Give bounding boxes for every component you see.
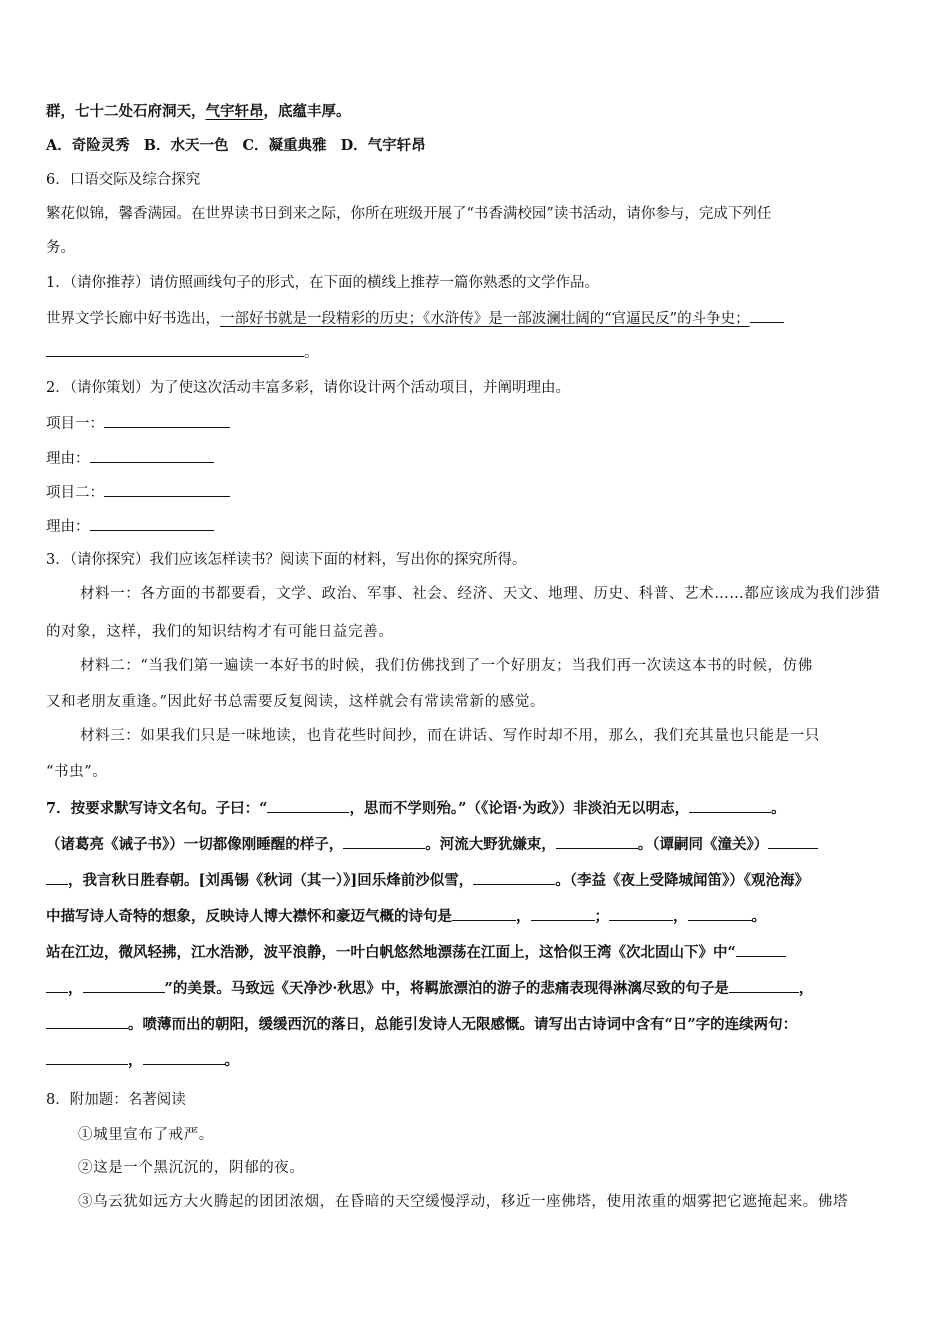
- q6-reason1: [46, 448, 908, 469]
- q5-tail-end: ，底蕴丰厚。: [263, 103, 351, 120]
- q6-sub3-title: 3．（请你探究）我们应该怎样读书？阅读下面的材料，写出你的探究所得。: [46, 552, 527, 568]
- q5-option-c: C．凝重典雅: [242, 137, 327, 154]
- q7-l4b: ，: [516, 908, 531, 925]
- q5-option-d: D．气宇轩昂: [340, 137, 426, 154]
- q7-line1: [46, 798, 908, 819]
- q7-line2: [46, 834, 908, 855]
- answer-blank[interactable]: [104, 413, 230, 428]
- q6-item1: [46, 413, 908, 434]
- answer-blank[interactable]: [104, 482, 230, 497]
- q7-line7: [46, 1014, 908, 1035]
- material3-line1: 材料三：如果我们只是一味地读，也肯花些时间抄，而在讲话、写作时却不用，那么，我们充其量也只能是一只: [80, 728, 820, 744]
- q7-l6a: ，: [68, 980, 83, 997]
- material3-line2: “书虫”。: [46, 764, 108, 780]
- q7-l3b: 。（李益《夜上受降城闻笛》）《观沧海》: [555, 872, 809, 889]
- q7-line6: [46, 978, 908, 999]
- reason2-label: 理由：: [46, 519, 90, 535]
- q7-l2a: （诸葛亮《诫子书》）一切都像刚睡醒的样子，: [46, 836, 344, 853]
- q5-option-b: B．水天一色: [143, 137, 229, 154]
- q6-reason2: [46, 516, 908, 537]
- q7-l8b: 。: [224, 1052, 239, 1069]
- q7-l1b: ，思而不学则殆。”（《论语·为政》）非淡泊无以明志，: [349, 800, 690, 817]
- q6-sub1-blank-line: [46, 342, 908, 363]
- material1-line1: 材料一：各方面的书都要看，文学、政治、军事、社会、经济、天文、地理、历史、科普、艺术……都应该成为我们涉猎: [80, 586, 881, 602]
- q6-sub1-prefix: 世界文学长廊中好书选出，: [46, 311, 220, 327]
- answer-blank[interactable]: [46, 978, 68, 993]
- q7-l6c: ，: [798, 980, 814, 997]
- answer-blank[interactable]: [452, 906, 516, 921]
- q7-l4c: ；: [594, 908, 609, 925]
- q7-l4a: 中描写诗人奇特的想象，反映诗人博大襟怀和豪迈气概的诗句是: [46, 908, 452, 925]
- q7-l2b: 。河流大野犹嫌束，: [425, 836, 556, 853]
- q5-options: [46, 136, 908, 156]
- answer-blank[interactable]: [46, 1014, 128, 1029]
- q8-paragraph-3: ③乌云犹如远方大火腾起的团团浓烟，在昏暗的天空缓慢浮动，移近一座佛塔，使用浓重的烟雾把它遮掩起来。佛塔: [78, 1194, 849, 1210]
- answer-blank[interactable]: [46, 1050, 128, 1065]
- q6-intro-line2: 务。: [46, 240, 75, 256]
- q7-line8: [46, 1050, 908, 1071]
- q7-line3: [46, 870, 908, 891]
- q7-l3a: ，我言秋日胜春朝。[刘禹锡《秋词（其一）》]回乐烽前沙似雪，: [68, 872, 474, 889]
- q8-paragraph-2: ②这是一个黑沉沉的，阴郁的夜。: [78, 1160, 305, 1176]
- material1-line2: 的对象，这样，我们的知识结构才有可能日益完善。: [46, 624, 394, 640]
- answer-blank[interactable]: [46, 342, 304, 357]
- q6-sub1-title: 1．（请你推荐）请仿照画线句子的形式，在下面的横线上推荐一篇你熟悉的文学作品。: [46, 275, 599, 291]
- q6-item2: [46, 482, 908, 503]
- item2-label: 项目二：: [46, 485, 104, 501]
- q8-title: 8．附加题：名著阅读: [46, 1092, 186, 1108]
- q5-tail-line: [46, 102, 908, 122]
- q7-l8a: ，: [128, 1052, 143, 1069]
- answer-blank[interactable]: [729, 978, 799, 993]
- answer-blank[interactable]: [531, 906, 595, 921]
- q6-sub1-underlined: 一部好书就是一段精彩的历史；《水浒传》是一部波澜壮阔的“官逼民反”的斗争史；: [220, 311, 750, 327]
- q7-l1a: 7．按要求默写诗文名句。子曰：“: [46, 800, 268, 817]
- material2-line2: 又和老朋友重逢。”因此好书总需要反复阅读，这样就会有常读常新的感觉。: [46, 694, 546, 710]
- q5-option-a: A．奇险灵秀: [46, 137, 130, 154]
- answer-blank[interactable]: [688, 906, 752, 921]
- answer-blank[interactable]: [473, 870, 555, 885]
- q7-line5: [46, 942, 908, 963]
- answer-blank[interactable]: [46, 870, 68, 885]
- answer-blank[interactable]: [343, 834, 425, 849]
- answer-blank[interactable]: [768, 834, 818, 849]
- q7-l7a: 。喷薄而出的朝阳，缓缓西沉的落日，总能引发诗人无限感慨。请写出古诗词中含有“日”字的连续两句：: [128, 1016, 798, 1033]
- reason1-label: 理由：: [46, 451, 90, 467]
- q6-sub1-example: [46, 308, 908, 329]
- answer-blank[interactable]: [267, 798, 349, 813]
- answer-blank[interactable]: [90, 516, 214, 531]
- q7-l2c: 。（谭嗣同《潼关》）: [637, 836, 769, 853]
- q6-sub2-title: 2．（请你策划）为了使这次活动丰富多彩，请你设计两个活动项目，并阐明理由。: [46, 380, 570, 396]
- q7-l1c: 。: [771, 800, 786, 817]
- q8-paragraph-1: ①城里宣布了戒严。: [78, 1127, 214, 1143]
- answer-blank[interactable]: [83, 978, 165, 993]
- q6-title: 6．口语交际及综合探究: [46, 172, 201, 188]
- q6-sub1-end: 。: [304, 345, 319, 361]
- q7-line4: [46, 906, 908, 927]
- answer-blank[interactable]: [750, 308, 784, 323]
- answer-blank[interactable]: [556, 834, 638, 849]
- item1-label: 项目一：: [46, 416, 104, 432]
- material2-line1: 材料二：“当我们第一遍读一本好书的时候，我们仿佛找到了一个好朋友；当我们再一次读这本书的时候，仿佛: [80, 658, 813, 674]
- answer-blank[interactable]: [689, 798, 771, 813]
- answer-blank[interactable]: [609, 906, 673, 921]
- q7-l5a: 站在江边，微风轻拂，江水浩渺，波平浪静，一叶白帆悠然地漂荡在江面上，这恰似王湾《次北固山下》中“: [46, 944, 736, 961]
- answer-blank[interactable]: [736, 942, 786, 957]
- answer-blank[interactable]: [143, 1050, 225, 1065]
- q7-l4e: 。: [751, 908, 766, 925]
- answer-blank[interactable]: [90, 448, 214, 463]
- q6-intro-line1: 繁花似锦，馨香满园。在世界读书日到来之际，你所在班级开展了“书香满校园”读书活动，请你参与，完成下列任: [46, 206, 772, 222]
- q7-l6b: ”的美景。马致远《天净沙·秋思》中，将羁旅漂泊的游子的悲痛表现得淋漓尽致的句子是: [164, 980, 729, 997]
- q7-l4d: ，: [673, 908, 688, 925]
- q5-tail-text: 群，七十二处石府洞天，: [46, 103, 206, 120]
- q5-tail-underlined: 气宇轩昂: [205, 103, 264, 120]
